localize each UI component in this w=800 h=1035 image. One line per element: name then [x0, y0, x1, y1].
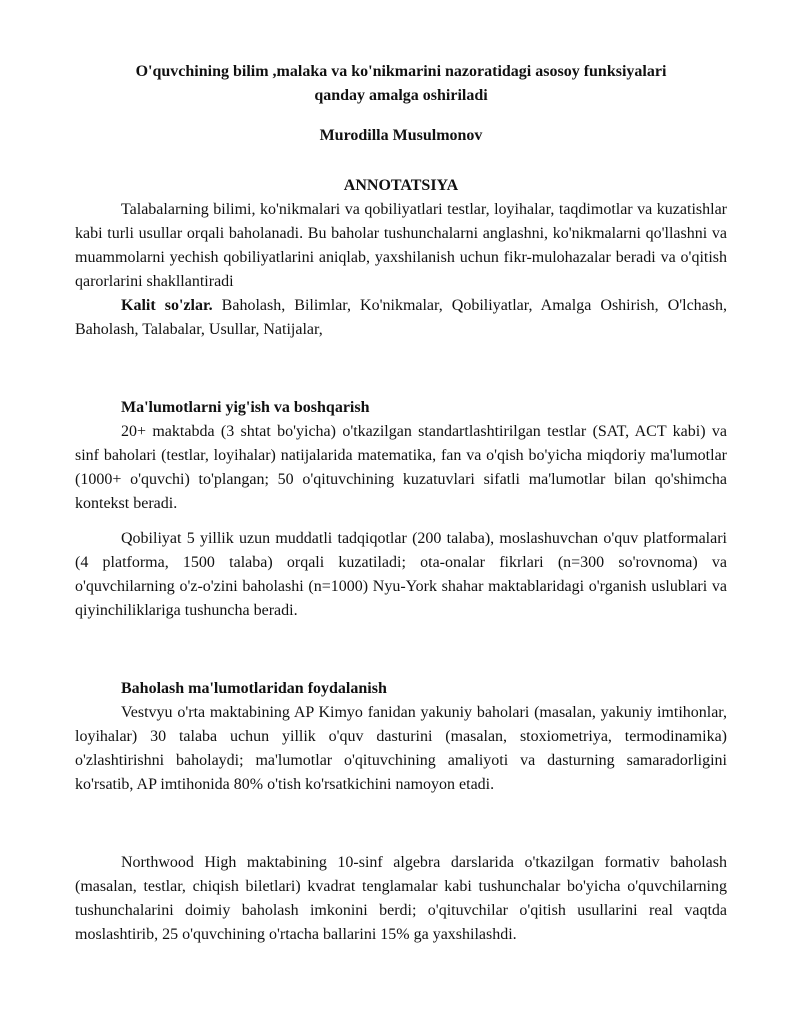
- section2-paragraph-1: Vestvyu o'rta maktabining AP Kimyo fanidan yakuniy baholari (masalan, yakuniy imtihonlar, loyihalar) 30 talaba uchun yillik o'quv dasturini (masalan, stoxiometriya, termodinamika) o'zlashtirishni baholaydi; ma'lumotlar o'qituvchining amaliyoti va dasturning samaradorligini ko'rsatib, AP imtihonida 80% o'tish ko'rsatkichini namoyon etadi.: [75, 704, 727, 793]
- title-line-1: O'quvchining bilim ,malaka va ko'nikmarini nazoratidagi asosoy funksiyalari: [135, 63, 667, 80]
- annotation-heading: ANNOTATSIYA: [343, 177, 459, 194]
- section-heading-data-collection: Ma'lumotlarni yig'ish va boshqarish: [121, 399, 370, 416]
- keywords-text: Baholash, Bilimlar, Ko'nikmalar, Qobiliyatlar, Amalga Oshirish, O'lchash, Baholash, Talabalar, Usullar, Natijalar,: [75, 297, 728, 338]
- section2-paragraph-2: Northwood High maktabining 10-sinf algebra darslarida o'tkazilgan formativ baholash (masalan, testlar, chiqish biletlari) kvadrat tenglamalar kabi tushunchalar bo'yicha o'quvchilarning tushunchalarini doimiy baholash imkonini berdi; o'qituvchilar o'qitish usullarini real vaqtda moslashtirib, 25 o'quvchining o'rtacha ballarini 15% ga yaxshilashdi.: [75, 854, 727, 943]
- title-line-2: qanday amalga oshiriladi: [314, 87, 488, 104]
- section1-paragraph-1: 20+ maktabda (3 shtat bo'yicha) o'tkazilgan standartlashtirilgan testlar (SAT, ACT kabi) va sinf baholari (testlar, loyihalar) natijalarida matematika, fan va o'qish bo'yicha miqdoriy ma'lumotlar (1000+ o'quvchi) to'plangan; 50 o'qituvchining kuzatuvlari sifatli ma'lumotlar bilan qo'shimcha kontekst beradi.: [75, 423, 727, 512]
- keywords-label: Kalit so'zlar.: [121, 297, 213, 314]
- keywords-paragraph: [75, 294, 727, 342]
- author-name: Murodilla Musulmonov: [319, 127, 483, 144]
- section1-paragraph-2: Qobiliyat 5 yillik uzun muddatli tadqiqotlar (200 talaba), moslashuvchan o'quv platformalari (4 platforma, 1500 talaba) orqali kuzatiladi; ota-onalar fikrlari (n=300 so'rovnoma) va o'quvchilarning o'z-o'zini baholashi (n=1000) Nyu-York shahar maktablaridagi o'rganish uslublari va qiyinchiliklariga tushuncha beradi.: [75, 530, 727, 619]
- section-heading-assessment-use: Baholash ma'lumotlaridan foydalanish: [121, 680, 387, 697]
- annotation-paragraph: Talabalarning bilimi, ko'nikmalari va qobiliyatlari testlar, loyihalar, taqdimotlar va kuzatishlar kabi turli usullar orqali baholanadi. Bu baholar tushunchalarni anglashni, ko'nikmalarni qo'llashni va muammolarni yechish qobiliyatlarini aniqlab, yaxshilanish uchun fikr-mulohazalar beradi va o'qitish qarorlarini shakllantiradi: [75, 201, 727, 290]
- document-title: [75, 60, 727, 108]
- document-page: [75, 60, 727, 947]
